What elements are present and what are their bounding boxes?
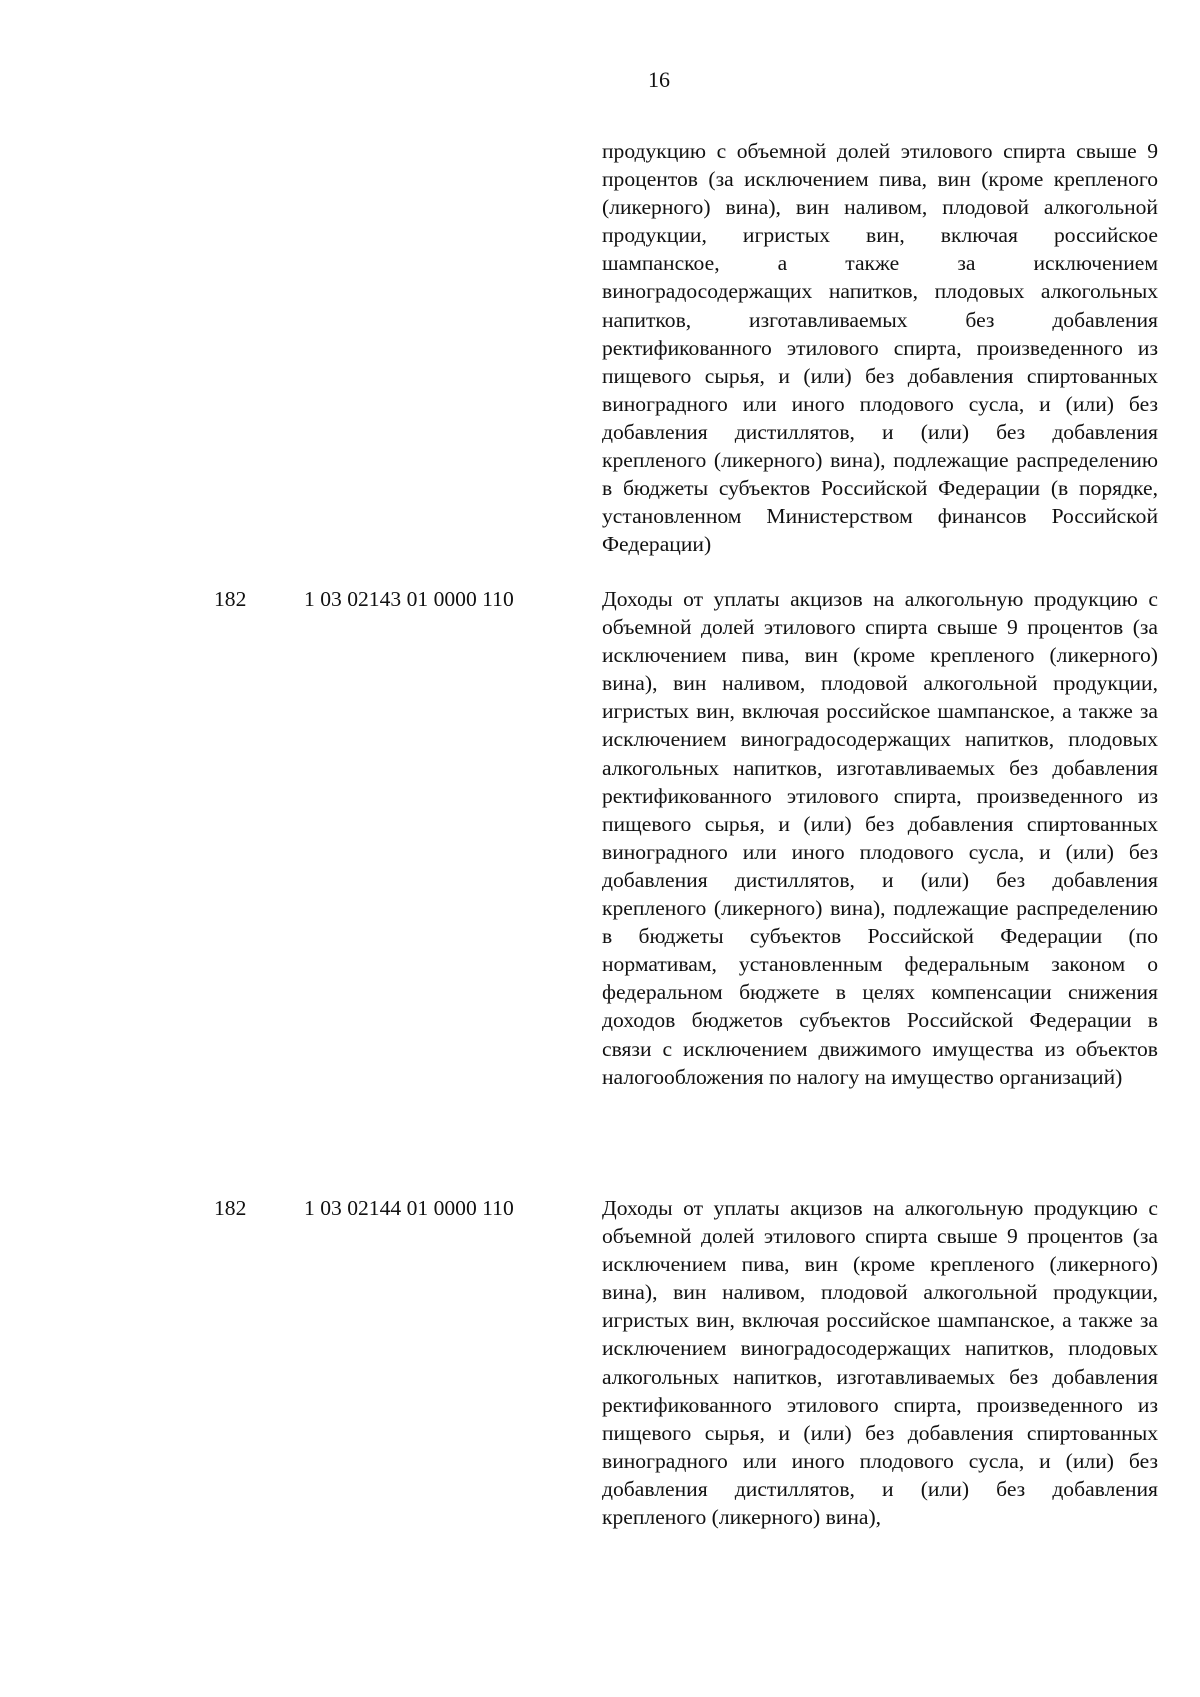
budget-classification-code: 1 03 02144 01 0000 110 <box>304 1196 514 1220</box>
income-description: Доходы от уплаты акцизов на алкогольную продукцию с объемной долей этилового спирта свыше 9 процентов (за исключением пива, вин (кроме крепленого (ликерного) вина), вин наливом, плодовой алкогольной продукции, игристых вин, включая российское шампанское, а также за исключением виноградосодержащих напитков, плодовых алкогольных напитков, изготавливаемых без добавления ректификованного этилового спирта, произведенного из пищевого сырья, и (или) без добавления спиртованных виноградного или иного плодового сусла, и (или) без добавления дистиллятов, и (или) без добавления крепленого (ликерного) вина), подлежащие распределению в бюджеты субъектов Российской Федерации (по нормативам, установленным федеральным законом о федеральном бюджете в целях компенсации снижения доходов бюджетов субъектов Российской Федерации в связи с исключением движимого имущества из объектов налогообложения по налогу на имущество организаций) <box>602 587 1158 1089</box>
admin-code: 182 <box>214 587 247 611</box>
continuation-description: продукцию с объемной долей этилового спирта свыше 9 процентов (за исключением пива, вин (кроме крепленого (ликерного) вина), вин наливом, плодовой алкогольной продукции, игристых вин, включая российское шампанское, а также за исключением виноградосодержащих напитков, плодовых алкогольных напитков, изготавливаемых без добавления ректификованного этилового спирта, произведенного из пищевого сырья, и (или) без добавления спиртованных виноградного или иного плодового сусла, и (или) без добавления дистиллятов, и (или) без добавления крепленого (ликерного) вина), подлежащие распределению в бюджеты субъектов Российской Федерации (в порядке, установленном Министерством финансов Российской Федерации) <box>602 139 1158 557</box>
admin-code: 182 <box>214 1196 247 1220</box>
budget-classification-code: 1 03 02143 01 0000 110 <box>304 587 514 611</box>
page-number: 16 <box>648 67 670 92</box>
income-description: Доходы от уплаты акцизов на алкогольную продукцию с объемной долей этилового спирта свыше 9 процентов (за исключением пива, вин (кроме крепленого (ликерного) вина), вин наливом, плодовой алкогольной продукции, игристых вин, включая российское шампанское, а также за исключением виноградосодержащих напитков, плодовых алкогольных напитков, изготавливаемых без добавления ректификованного этилового спирта, произведенного из пищевого сырья, и (или) без добавления спиртованных виноградного или иного плодового сусла, и (или) без добавления дистиллятов, и (или) без добавления крепленого (ликерного) вина), <box>602 1196 1158 1530</box>
